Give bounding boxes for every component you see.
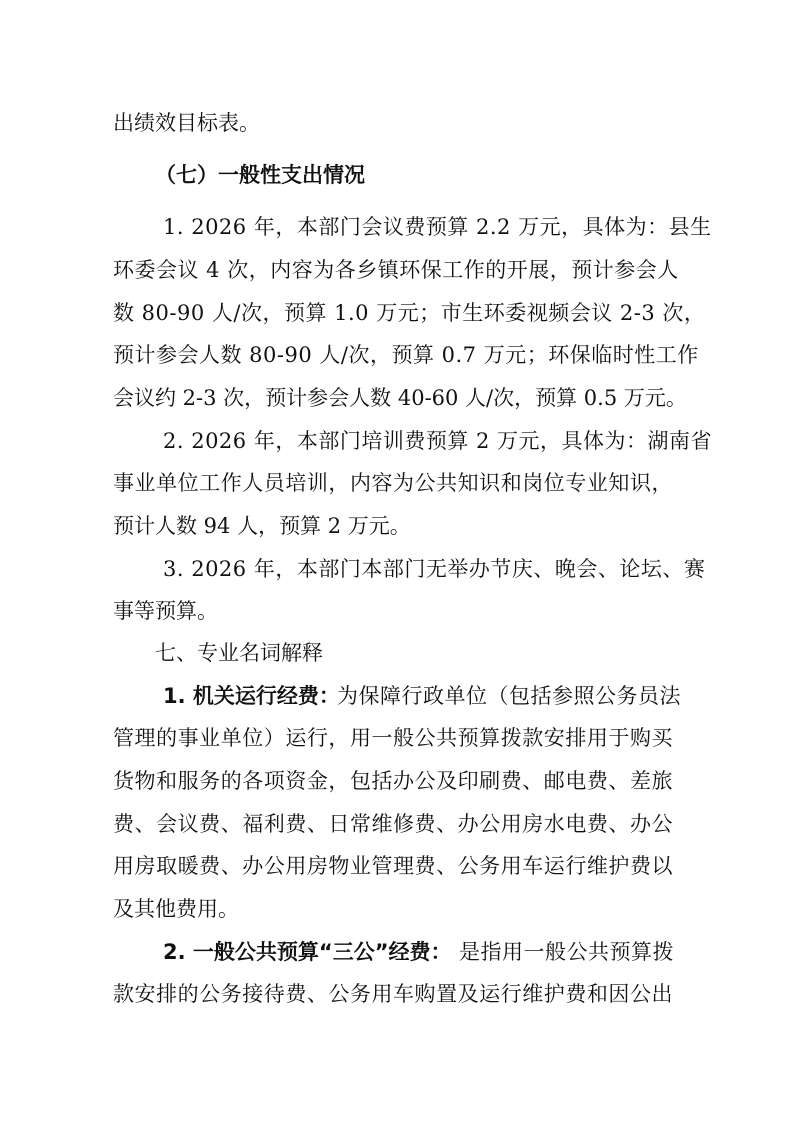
text-line: 3. 2026 年，本部门本部门无举办节庆、晚会、论坛、赛 <box>163 557 706 581</box>
text-line: 会议约 2-3 次，预计参会人数 40-60 人/次，预算 0.5 万元。 <box>113 386 687 410</box>
text-line: 事业单位工作人员培训，内容为公共知识和岗位专业知识， <box>113 471 673 495</box>
text-line: 费、会议费、福利费、日常维修费、办公用房水电费、办公 <box>113 812 673 836</box>
text-line: 管理的事业单位）运行，用一般公共预算拨款安排用于购买 <box>113 726 673 750</box>
text-line: 环委会议 4 次，内容为各乡镇环保工作的开展，预计参会人 <box>113 258 679 282</box>
text-line: 货物和服务的各项资金，包括办公及印刷费、邮电费、差旅 <box>113 769 673 793</box>
text-line: 预计参会人数 80-90 人/次，预算 0.7 万元；环保临时性工作 <box>113 343 699 367</box>
section-heading: 七、专业名词解释 <box>155 641 323 665</box>
text-line: 为保障行政单位（包括参照公务员法 <box>337 684 681 708</box>
text-line: 出绩效目标表。 <box>113 111 260 135</box>
text-line: 事等预算。 <box>113 599 218 623</box>
term-label: 1. 机关运行经费： <box>163 684 340 708</box>
text-line: 预计人数 94 人，预算 2 万元。 <box>113 514 411 538</box>
text-line: 及其他费用。 <box>113 897 239 921</box>
text-line: 用房取暖费、办公用房物业管理费、公务用车运行维护费以 <box>113 854 673 878</box>
text-line: 数 80-90 人/次，预算 1.0 万元；市生环委视频会议 2-3 次， <box>113 301 706 325</box>
text-line: 1. 2026 年，本部门会议费预算 2.2 万元，具体为：县生 <box>163 215 712 239</box>
text-line: 款安排的公务接待费、公务用车购置及运行维护费和因公出 <box>113 982 673 1006</box>
section-heading: （七）一般性支出情况 <box>155 163 365 187</box>
term-label: 2. 一般公共预算“三公”经费： <box>163 940 452 964</box>
text-line: 2. 2026 年，本部门培训费预算 2 万元，具体为：湖南省 <box>163 429 713 453</box>
text-line: 是指用一般公共预算拨 <box>459 940 674 964</box>
